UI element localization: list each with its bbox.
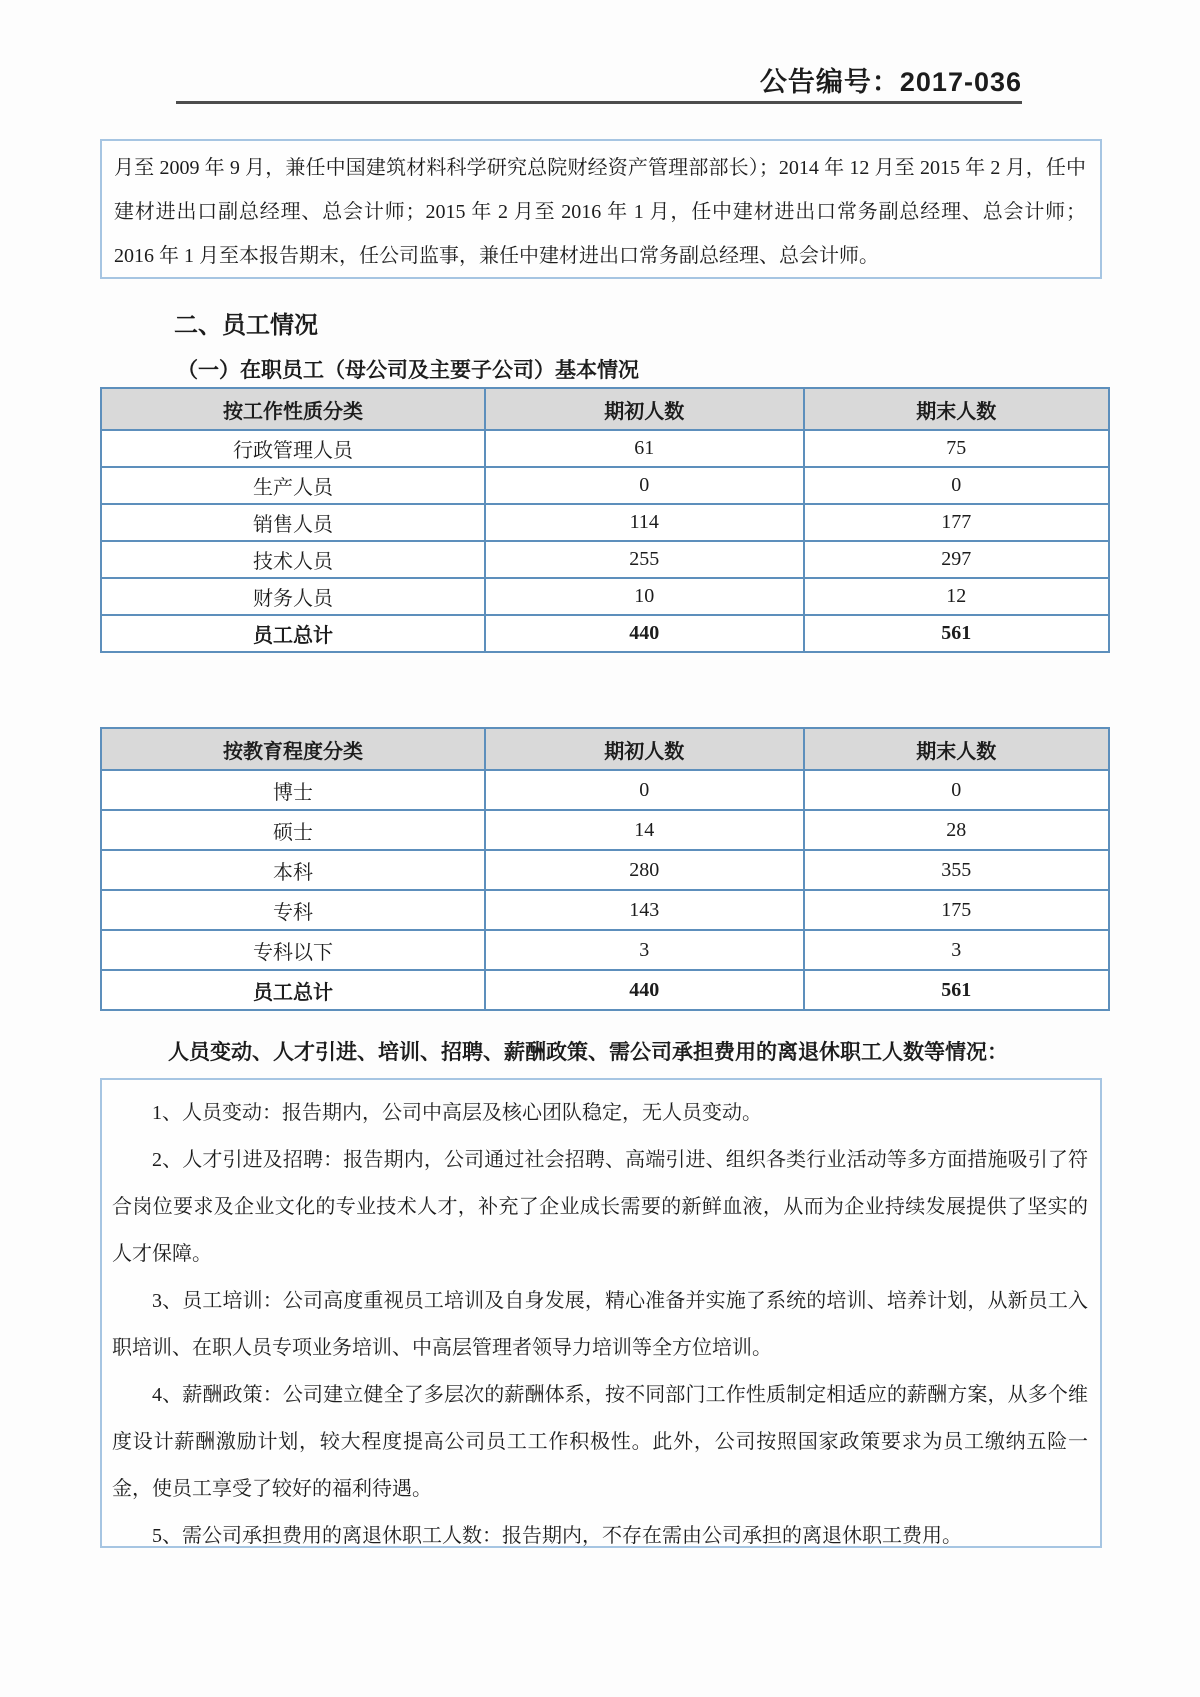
note-item: 1、人员变动：报告期内，公司中高层及核心团队稳定，无人员变动。 <box>152 1102 762 1124</box>
table-header-row <box>101 388 1109 430</box>
column-header: 期末人数 <box>804 728 1109 770</box>
note-item: 5、需公司承担费用的离退休职工人数：报告期内，不存在需由公司承担的离退休职工费用。 <box>152 1525 962 1547</box>
category-cell: 硕士 <box>101 810 485 850</box>
category-cell: 财务人员 <box>101 578 485 615</box>
table-row <box>101 430 1109 467</box>
value-cell: 0 <box>485 467 804 504</box>
announcement-number: 公告编号：2017-036 <box>759 67 1022 97</box>
bio-continuation-text: 月至 2009 年 9 月，兼任中国建筑材料科学研究总院财经资产管理部部长）；2014 年 12 月至 2015 年 2 月，任中建材进出口副总经理、总会计师；2015 年 2 月至 2016 年 1 月，任中建材进出口常务副总经理、总会计师；2016 年 1 月至本报告期末，任公司监事，兼任中建材进出口常务副总经理、总会计师。 <box>114 157 1086 267</box>
notes-box <box>100 1078 1102 1548</box>
table-header-row <box>101 728 1109 770</box>
note-item: 3、员工培训：公司高度重视员工培训及自身发展，精心准备并实施了系统的培训、培养计划，从新员工入职培训、在职人员专项业务培训、中高层管理者领导力培训等全方位培训。 <box>112 1290 1088 1359</box>
value-cell: 10 <box>485 578 804 615</box>
header-divider <box>176 101 1022 104</box>
value-cell: 0 <box>804 467 1109 504</box>
category-cell: 行政管理人员 <box>101 430 485 467</box>
value-cell: 28 <box>804 810 1109 850</box>
column-header: 期末人数 <box>804 388 1109 430</box>
value-cell: 61 <box>485 430 804 467</box>
value-cell: 177 <box>804 504 1109 541</box>
table-row <box>101 930 1109 970</box>
total-label-cell: 员工总计 <box>101 615 485 652</box>
total-value-cell: 561 <box>804 970 1109 1010</box>
employees-by-job-type-table <box>100 387 1110 653</box>
notes-heading: 人员变动、人才引进、培训、招聘、薪酬政策、需公司承担费用的离退休职工人数等情况： <box>168 1040 1008 1064</box>
category-cell: 专科以下 <box>101 930 485 970</box>
column-header: 按工作性质分类 <box>101 388 485 430</box>
value-cell: 3 <box>804 930 1109 970</box>
category-cell: 博士 <box>101 770 485 810</box>
table-total-row <box>101 970 1109 1010</box>
column-header: 期初人数 <box>485 388 804 430</box>
value-cell: 355 <box>804 850 1109 890</box>
value-cell: 0 <box>485 770 804 810</box>
note-item: 2、人才引进及招聘：报告期内，公司通过社会招聘、高端引进、组织各类行业活动等多方面措施吸引了符合岗位要求及企业文化的专业技术人才，补充了企业成长需要的新鲜血液，从而为企业持续发展提供了坚实的人才保障。 <box>112 1149 1088 1265</box>
total-label-cell: 员工总计 <box>101 970 485 1010</box>
bio-continuation-box <box>100 139 1102 279</box>
value-cell: 280 <box>485 850 804 890</box>
category-cell: 专科 <box>101 890 485 930</box>
section-subtitle: （一）在职员工（母公司及主要子公司）基本情况 <box>177 358 639 382</box>
table-row <box>101 467 1109 504</box>
note-item: 4、薪酬政策：公司建立健全了多层次的薪酬体系，按不同部门工作性质制定相适应的薪酬方案，从多个维度设计薪酬激励计划，较大程度提高公司员工工作积极性。此外，公司按照国家政策要求为员工缴纳五险一金，使员工享受了较好的福利待遇。 <box>112 1384 1088 1500</box>
table-row <box>101 541 1109 578</box>
category-cell: 销售人员 <box>101 504 485 541</box>
section-title: 二、员工情况 <box>174 312 318 339</box>
table-total-row <box>101 615 1109 652</box>
value-cell: 143 <box>485 890 804 930</box>
value-cell: 3 <box>485 930 804 970</box>
total-value-cell: 561 <box>804 615 1109 652</box>
employees-by-education-table <box>100 727 1110 1011</box>
column-header: 期初人数 <box>485 728 804 770</box>
value-cell: 0 <box>804 770 1109 810</box>
total-value-cell: 440 <box>485 970 804 1010</box>
value-cell: 114 <box>485 504 804 541</box>
table-row <box>101 504 1109 541</box>
value-cell: 75 <box>804 430 1109 467</box>
value-cell: 255 <box>485 541 804 578</box>
category-cell: 技术人员 <box>101 541 485 578</box>
value-cell: 14 <box>485 810 804 850</box>
table-row <box>101 850 1109 890</box>
table-row <box>101 578 1109 615</box>
table-row <box>101 810 1109 850</box>
total-value-cell: 440 <box>485 615 804 652</box>
value-cell: 12 <box>804 578 1109 615</box>
table-row <box>101 890 1109 930</box>
column-header: 按教育程度分类 <box>101 728 485 770</box>
value-cell: 175 <box>804 890 1109 930</box>
category-cell: 本科 <box>101 850 485 890</box>
category-cell: 生产人员 <box>101 467 485 504</box>
table-row <box>101 770 1109 810</box>
value-cell: 297 <box>804 541 1109 578</box>
